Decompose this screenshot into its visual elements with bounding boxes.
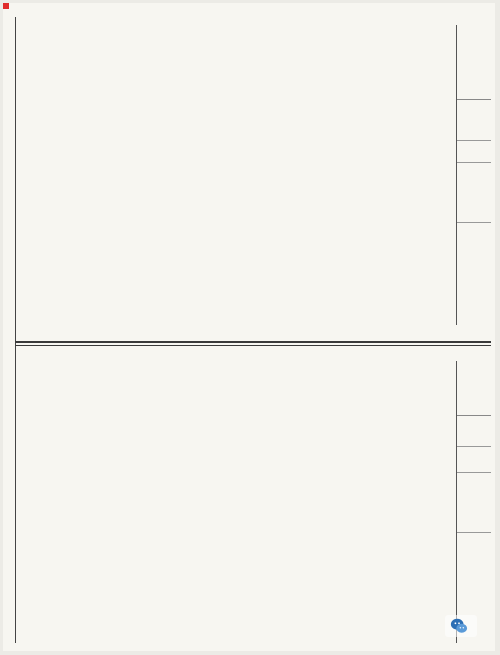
section-divider-thin <box>15 345 491 346</box>
highlight-box <box>3 3 9 9</box>
page-left-border <box>15 17 16 643</box>
header-alias <box>457 99 491 141</box>
section-divider <box>15 341 491 343</box>
wechat-logo-icon <box>450 617 468 635</box>
top-header-column <box>456 25 491 325</box>
header-native <box>457 469 491 533</box>
watermark <box>445 615 477 637</box>
bottom-roster-table <box>18 361 491 643</box>
header-name <box>457 25 491 100</box>
top-roster-table <box>18 25 491 325</box>
bottom-header-column <box>456 361 491 643</box>
top-record-columns <box>18 25 457 325</box>
roster-page <box>3 3 495 651</box>
header-native <box>457 159 491 223</box>
header-address <box>457 219 491 325</box>
bottom-record-columns <box>18 361 457 643</box>
header-name <box>457 361 491 416</box>
